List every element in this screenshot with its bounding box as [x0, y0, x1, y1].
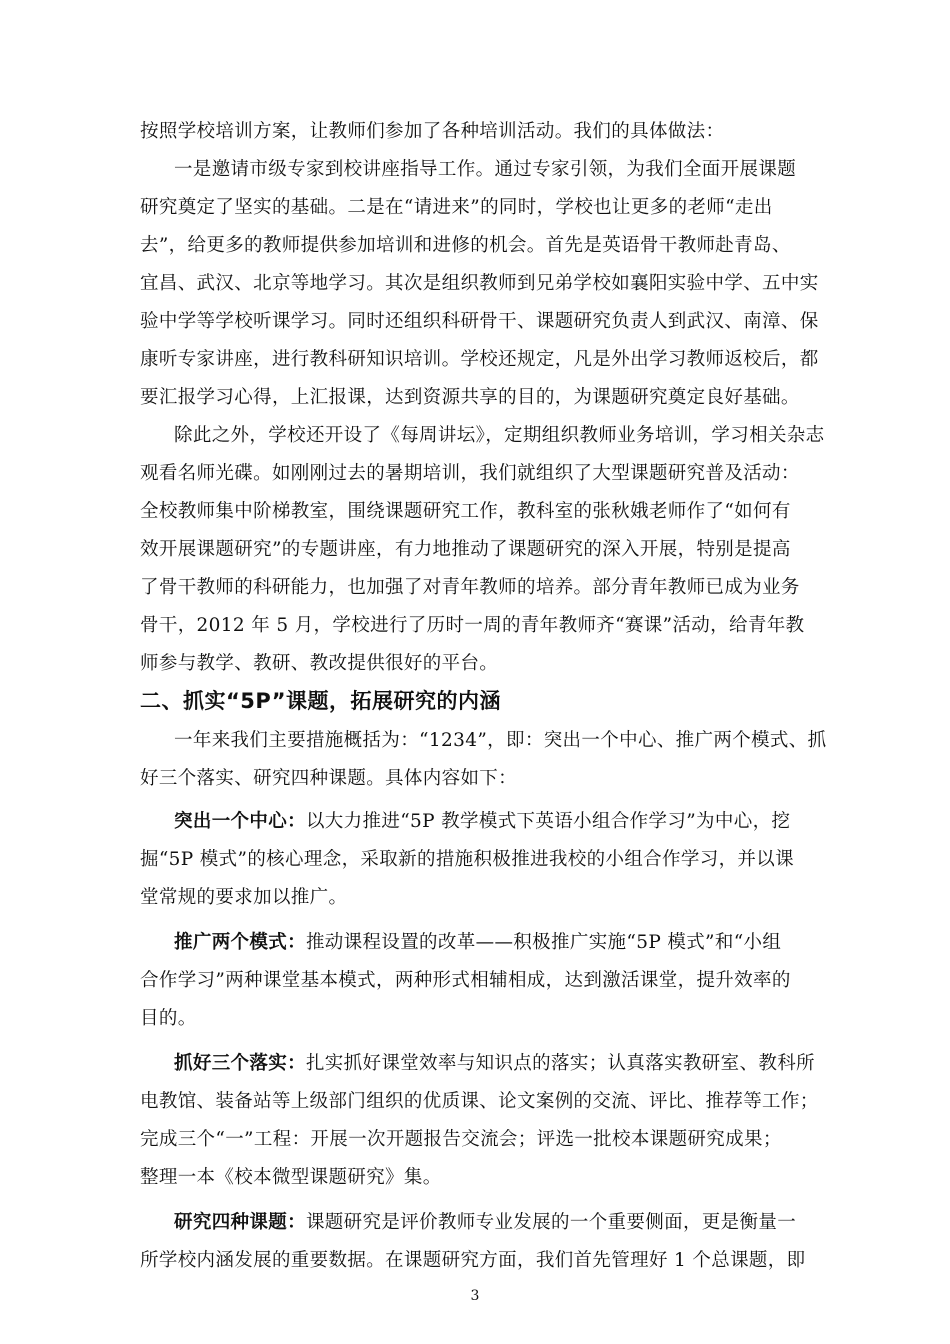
paragraph-line	[174, 810, 790, 834]
paragraph-line: 完成三个“一”工程：开展一次开题报告交流会；评选一批校本课题研究成果；	[140, 1129, 782, 1150]
paragraph-line: 宜昌、武汉、北京等地学习。其次是组织教师到兄弟学校如襄阳实验中学、五中实	[140, 273, 819, 294]
paragraph-line: 观看名师光碟。如刚刚过去的暑期培训，我们就组织了大型课题研究普及活动：	[140, 463, 800, 484]
paragraph-line: 了骨干教师的科研能力，也加强了对青年教师的培养。部分青年教师已成为业务	[140, 577, 800, 598]
paragraph-lead: 抓好三个落实：	[174, 1053, 306, 1074]
paragraph-lead: 推广两个模式：	[174, 932, 306, 953]
paragraph-line: 研究奠定了坚实的基础。二是在“请进来”的同时，学校也让更多的老师“走出	[140, 197, 773, 218]
paragraph-line: 骨干，2012 年 5 月，学校进行了历时一周的青年教师齐“赛课”活动，给青年教	[140, 615, 805, 636]
paragraph-line: 要汇报学习心得，上汇报课，达到资源共享的目的，为课题研究奠定良好基础。	[140, 387, 800, 408]
paragraph-line: 目的。	[140, 1008, 197, 1029]
paragraph-line: 康听专家讲座，进行教科研知识培训。学校还规定，凡是外出学习教师返校后，都	[140, 349, 819, 370]
paragraph-line: 一年来我们主要措施概括为：“1234”，即：突出一个中心、推广两个模式、抓	[174, 730, 827, 751]
page-number: 3	[470, 1288, 480, 1304]
section-heading: 二、抓实“5P”课题，拓展研究的内涵	[140, 689, 501, 713]
paragraph-line: 师参与教学、教研、教改提供很好的平台。	[140, 653, 499, 674]
paragraph-line: 按照学校培训方案，让教师们参加了各种培训活动。我们的具体做法：	[140, 121, 725, 142]
paragraph-lead: 研究四种课题：	[174, 1212, 306, 1233]
paragraph-line: 整理一本《校本微型课题研究》集。	[140, 1167, 442, 1188]
paragraph-line: 效开展课题研究”的专题讲座，有力地推动了课题研究的深入开展，特别是提高	[140, 539, 791, 560]
paragraph-line: 电教馆、装备站等上级部门组织的优质课、论文案例的交流、评比、推荐等工作；	[140, 1091, 819, 1112]
paragraph-line: 除此之外，学校还开设了《每周讲坛》，定期组织教师业务培训，学习相关杂志	[174, 425, 825, 446]
paragraph-line: 去”，给更多的教师提供参加培训和进修的机会。首先是英语骨干教师赴青岛、	[140, 235, 791, 256]
paragraph-line: 所学校内涵发展的重要数据。在课题研究方面，我们首先管理好 1 个总课题，即	[140, 1250, 806, 1271]
paragraph-line: 好三个落实、研究四种课题。具体内容如下：	[140, 768, 518, 789]
paragraph-line: 全校教师集中阶梯教室，围绕课题研究工作，教科室的张秋娥老师作了“如何有	[140, 501, 791, 522]
paragraph-line: 合作学习”两种课堂基本模式，两种形式相辅相成，达到激活课堂，提升效率的	[140, 970, 791, 991]
paragraph-text: 推动课程设置的改革——积极推广实施“5P 模式”和“小组	[305, 932, 782, 953]
paragraph-text: 课题研究是评价教师专业发展的一个重要侧面，更是衡量一	[305, 1212, 797, 1233]
paragraph-line	[174, 931, 781, 955]
paragraph-line	[174, 1211, 796, 1235]
paragraph-line: 堂常规的要求加以推广。	[140, 887, 348, 908]
paragraph-text: 扎实抓好课堂效率与知识点的落实；认真落实教研室、教科所	[305, 1053, 815, 1074]
paragraph-line: 掘“5P 模式”的核心理念，采取新的措施积极推进我校的小组合作学习，并以课	[140, 849, 794, 870]
paragraph-line: 验中学等学校听课学习。同时还组织科研骨干、课题研究负责人到武汉、南漳、保	[140, 311, 819, 332]
paragraph-lead: 突出一个中心：	[174, 811, 306, 832]
paragraph-line: 一是邀请市级专家到校讲座指导工作。通过专家引领，为我们全面开展课题	[174, 159, 797, 180]
paragraph-text: 以大力推进“5P 教学模式下英语小组合作学习”为中心，挖	[305, 811, 791, 832]
paragraph-line	[174, 1052, 815, 1076]
